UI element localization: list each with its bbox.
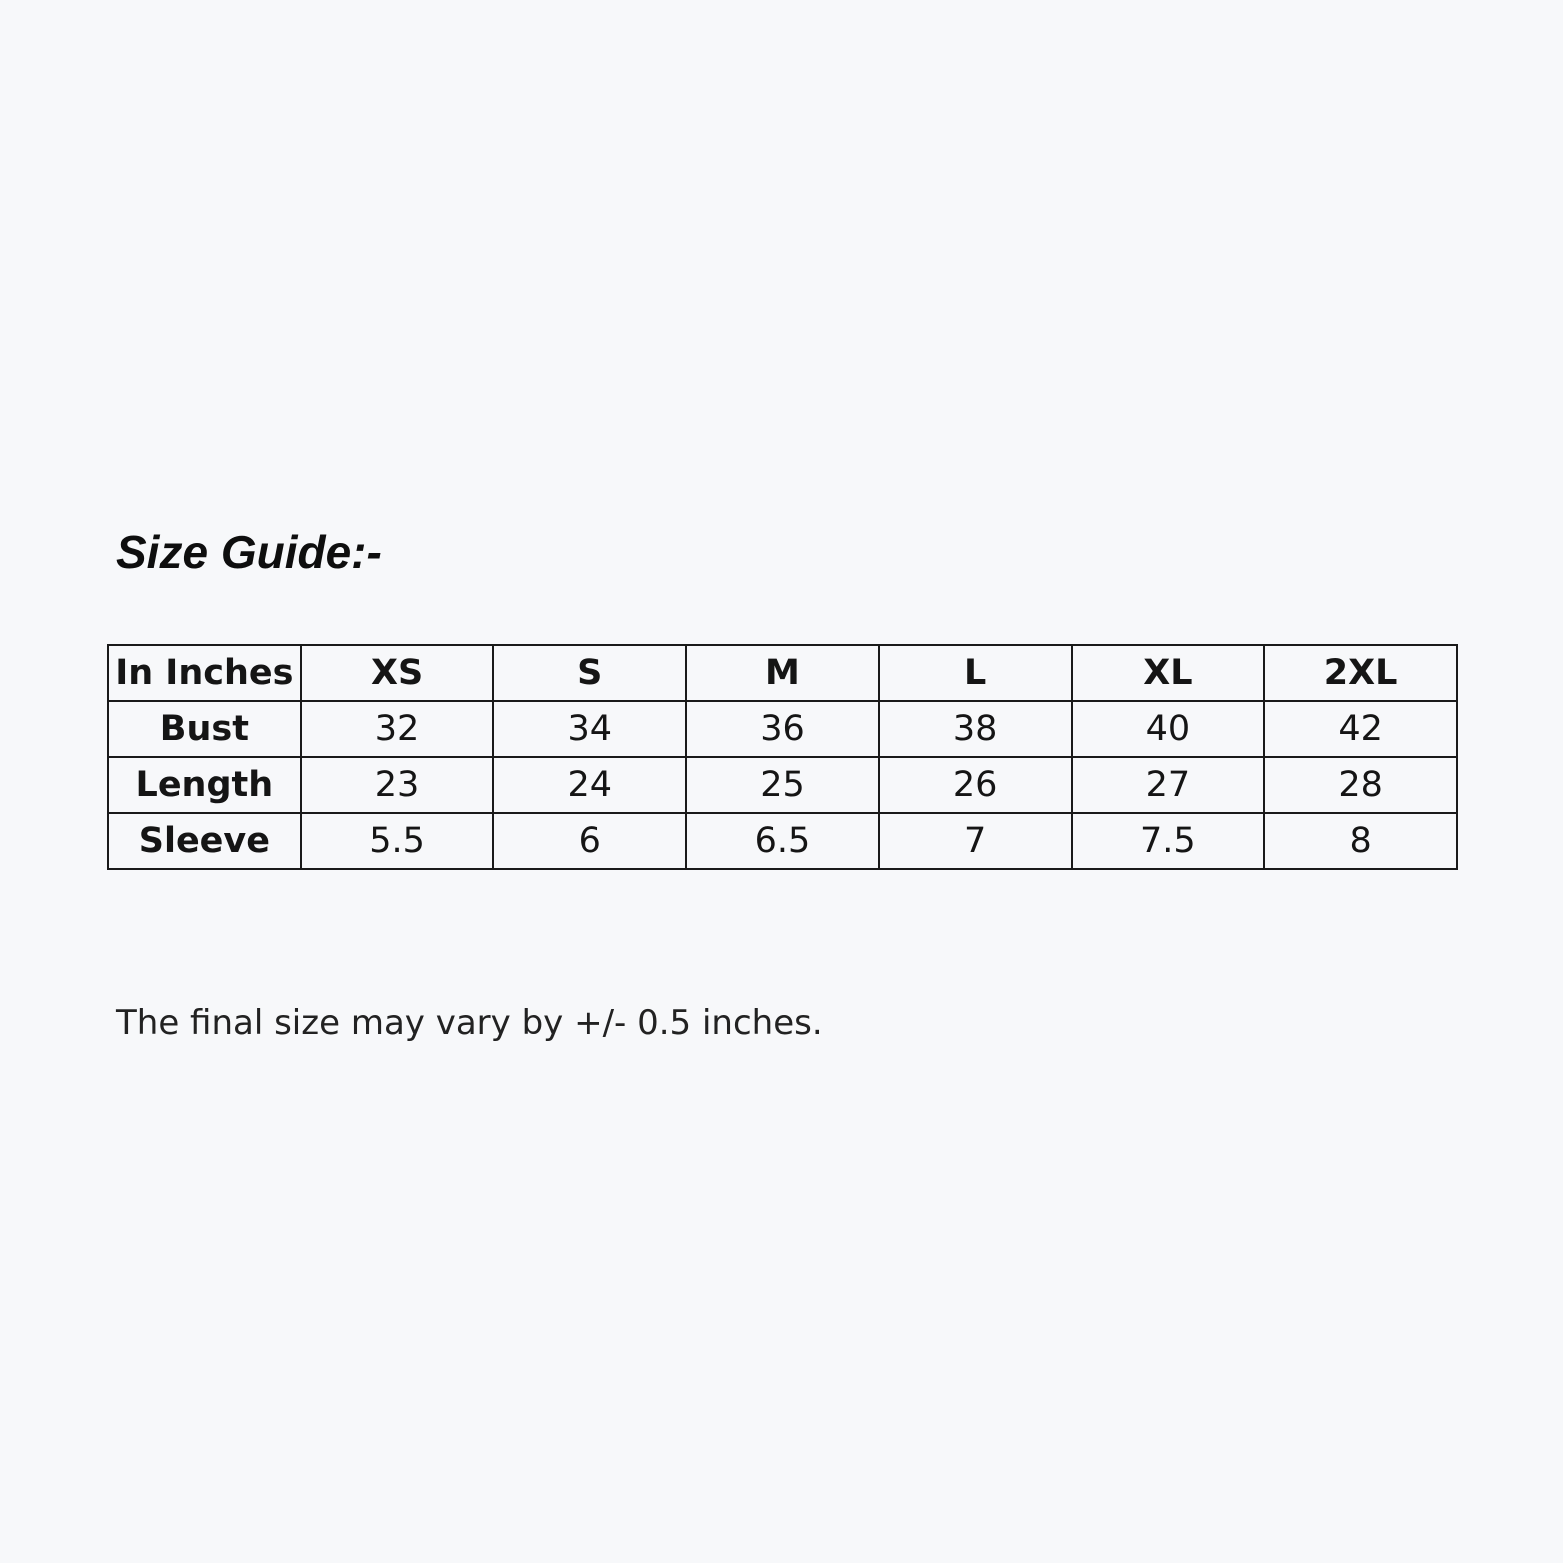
size-header-s: S — [493, 645, 686, 701]
row-label-bust: Bust — [108, 701, 301, 757]
size-header-l: L — [879, 645, 1072, 701]
table-cell: 7.5 — [1072, 813, 1265, 869]
size-header-xl: XL — [1072, 645, 1265, 701]
table-header-row — [108, 645, 1457, 701]
table-cell: 6.5 — [686, 813, 879, 869]
table-cell: 42 — [1264, 701, 1457, 757]
table-cell: 23 — [301, 757, 494, 813]
size-guide-table — [107, 644, 1458, 870]
table-cell: 24 — [493, 757, 686, 813]
table-cell: 32 — [301, 701, 494, 757]
page-title: Size Guide:- — [116, 526, 382, 578]
table-cell: 8 — [1264, 813, 1457, 869]
size-variance-note: The final size may vary by +/- 0.5 inches. — [116, 1003, 823, 1043]
table-cell: 40 — [1072, 701, 1265, 757]
table-cell: 25 — [686, 757, 879, 813]
row-label-length: Length — [108, 757, 301, 813]
table-cell: 38 — [879, 701, 1072, 757]
table-cell: 36 — [686, 701, 879, 757]
corner-label: In Inches — [108, 645, 301, 701]
table-row-length — [108, 757, 1457, 813]
table-row-bust — [108, 701, 1457, 757]
table-row-sleeve — [108, 813, 1457, 869]
table-cell: 34 — [493, 701, 686, 757]
table-cell: 28 — [1264, 757, 1457, 813]
size-header-m: M — [686, 645, 879, 701]
table-cell: 26 — [879, 757, 1072, 813]
table-cell: 6 — [493, 813, 686, 869]
size-header-xs: XS — [301, 645, 494, 701]
table-cell: 7 — [879, 813, 1072, 869]
size-header-2xl: 2XL — [1264, 645, 1457, 701]
row-label-sleeve: Sleeve — [108, 813, 301, 869]
table-cell: 27 — [1072, 757, 1265, 813]
table-cell: 5.5 — [301, 813, 494, 869]
